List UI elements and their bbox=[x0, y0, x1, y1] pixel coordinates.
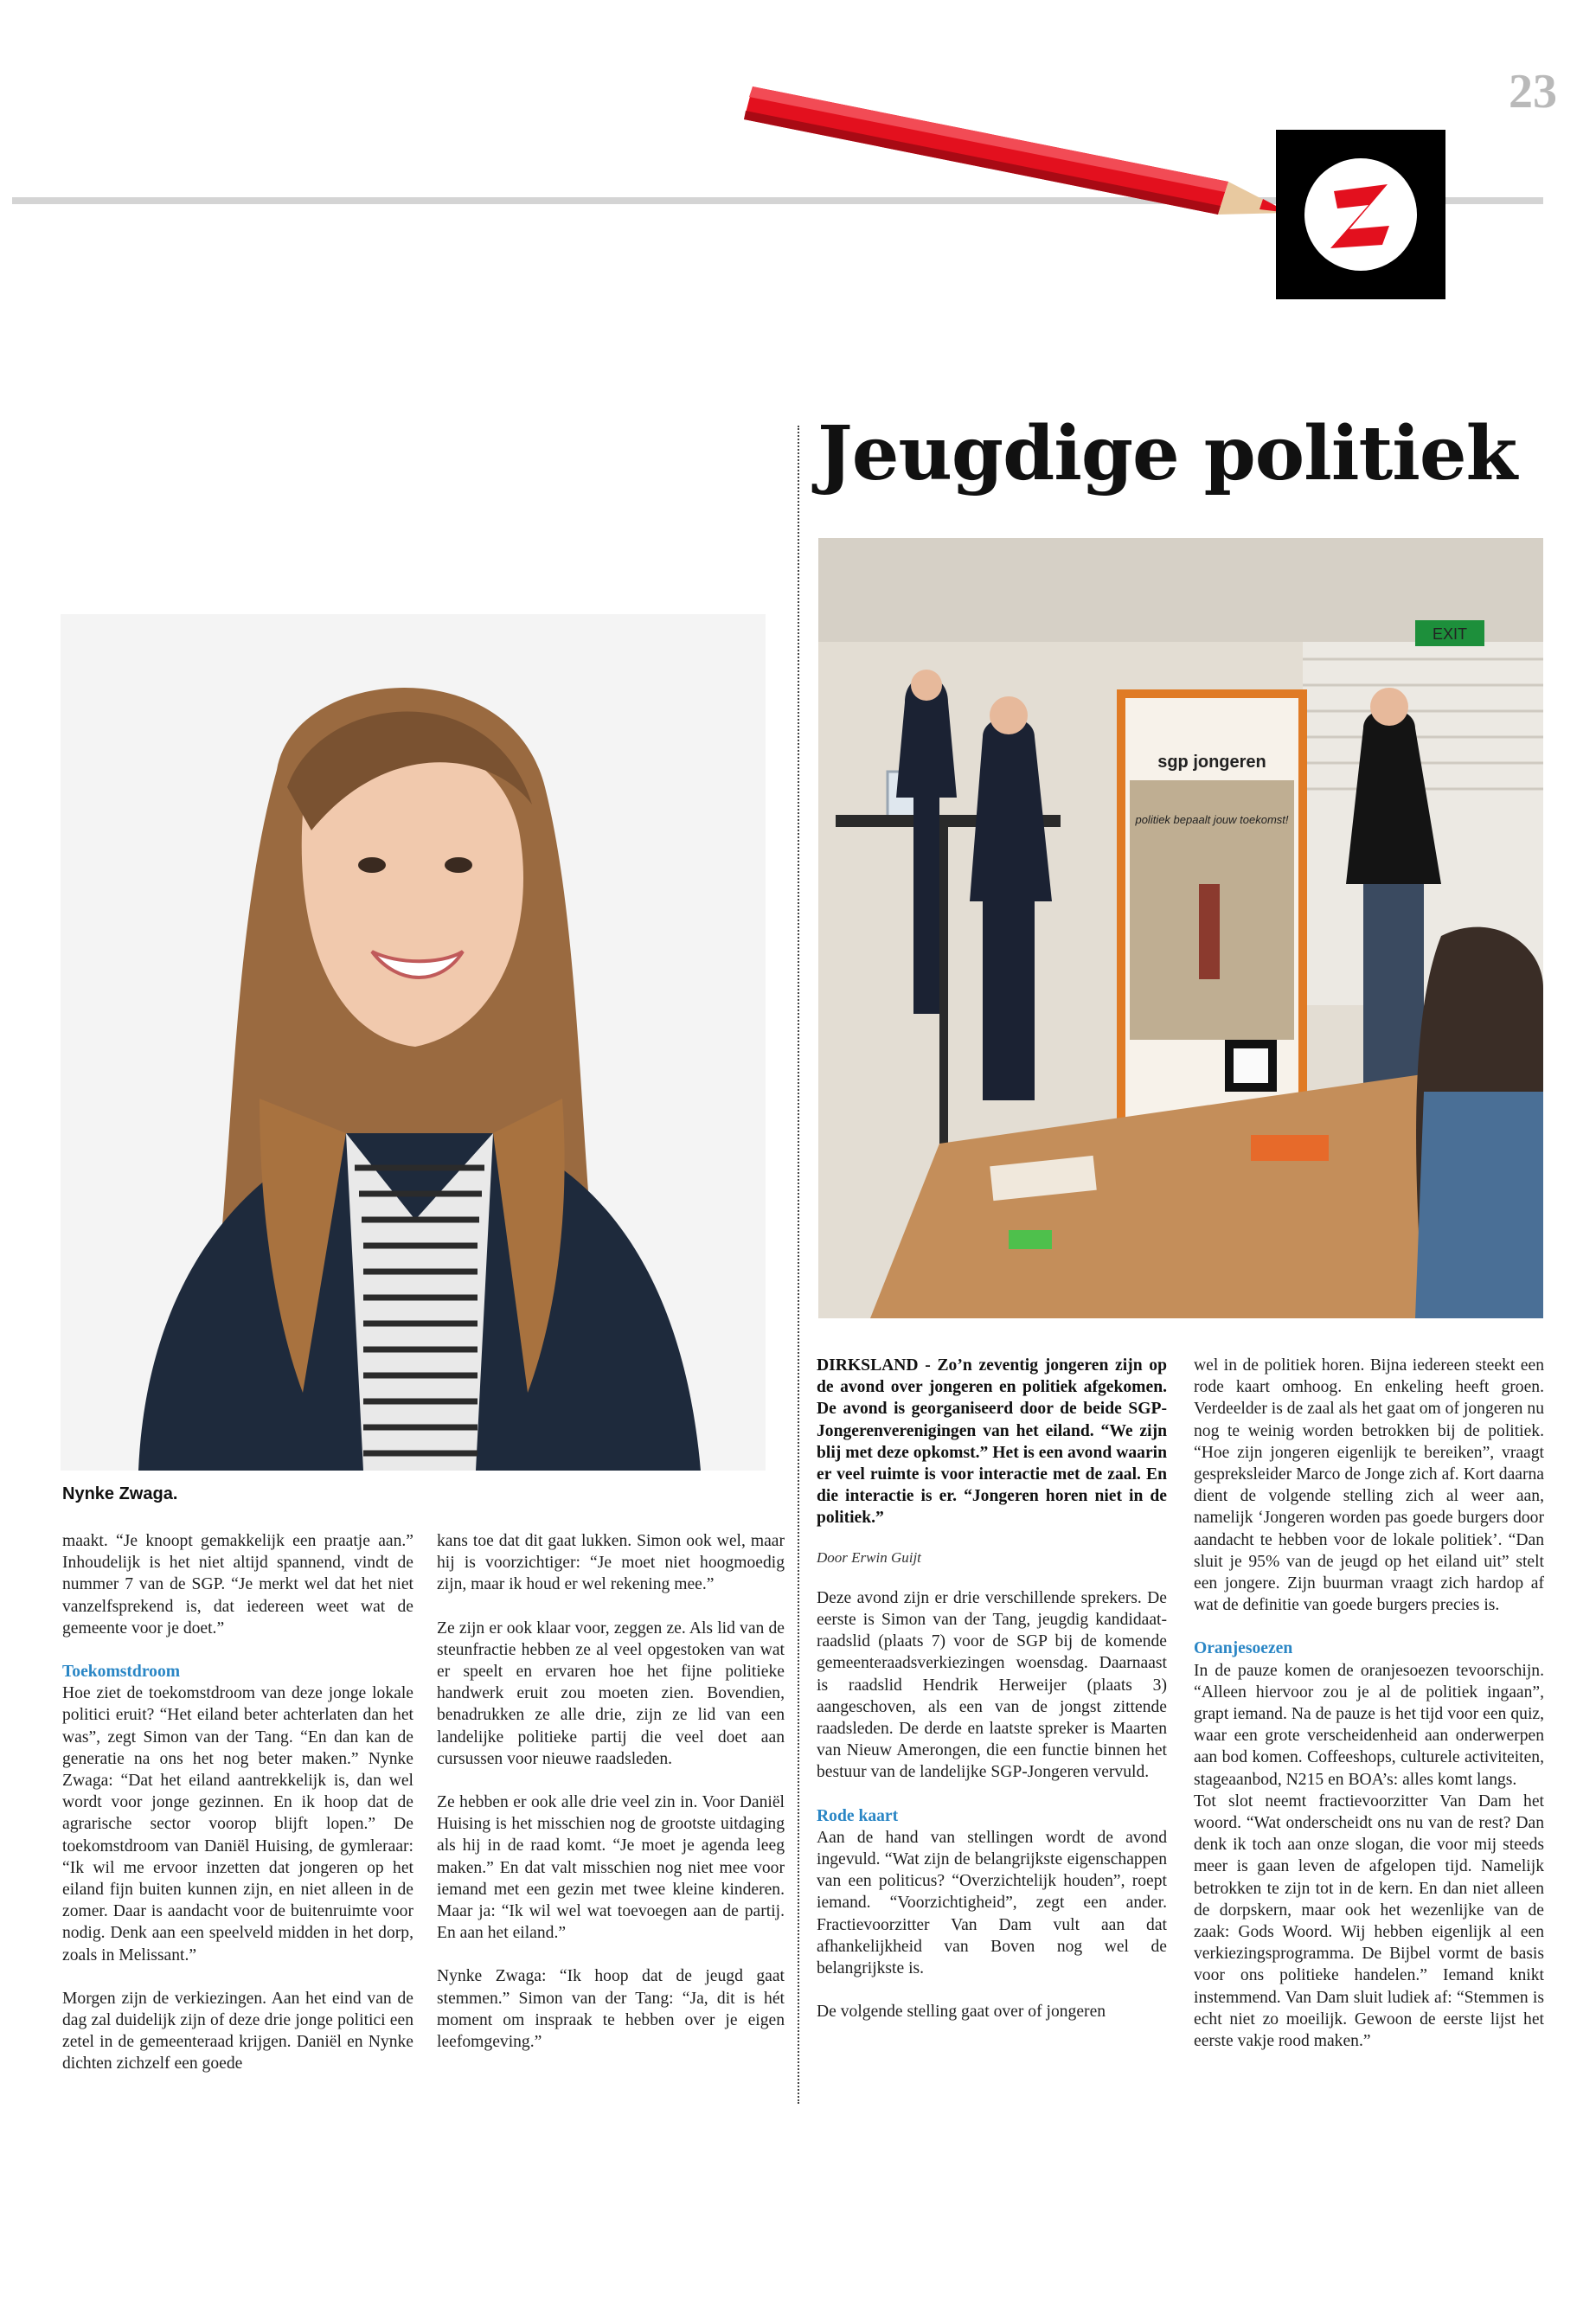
article-headline: Jeugdige politiek bbox=[817, 410, 1517, 497]
paragraph: Ze zijn er ook klaar voor, zeggen ze. Als lid van de steunfractie hebben ze al veel opgestoken van wat er speelt en ervaren hoe het fijne politieke handwerk eruit zou moeten zien. Bovendien, benadrukken ze alle drie, zijn ze lid van een landelijke politieke partij die veel doet aan cursussen voor nieuwe raadsleden. bbox=[437, 1618, 785, 1768]
paragraph: wel in de politiek horen. Bijna iedereen steekt een rode kaart omhoog. En enkeling heeft groen. Verdeelder is de zaal als het gaat om of jongeren nu nog te weinig worden betrokken bij de politiek. “Hoe zijn jongeren eigenlijk te bereiken”, vraagt gespreksleider Marco de Jonge zich af. Kort daarna dient de volgende stelling zich al weer aan, namelijk ‘Jongeren worden pas goede burgers door aandacht te hebben voor de lokale politiek’. “Dan sluit je 95% van de jeugd op het eiland uit” stelt een jongere. Zijn buurman vraagt zich hardop af wat de definitie van goede burgers precies is. bbox=[1194, 1356, 1544, 1615]
article-lead: DIRKSLAND - Zo’n zeventig jongeren zijn op de avond over jongeren en politiek afgekomen. De avond is georganiseerd door de beide SGP-Jongerenverenigingen van het eiland. “We zijn blij met deze opkomst.” Het is een avond waarin er veel ruimte is voor interactie met de zaal. En die interactie is er. “Jongeren horen niet in de politiek.” bbox=[817, 1356, 1167, 1528]
text-column-1 bbox=[62, 1530, 413, 2097]
subheading-rode-kaart: Rode kaart bbox=[817, 1806, 899, 1825]
paragraph: Ze hebben er ook alle drie veel zin in. Voor Daniël Huising is het misschien nog de grootste uitdaging als hij in de raad komt. “Je moet je agenda leeg maken.” En dat valt misschien nog niet mee voor iemand met een gezin met twee kleine kinderen. Maar ja: “Ik wil wel wat toevoegen aan de partij. En aan het eiland.” bbox=[437, 1793, 785, 1943]
paragraph: Tot slot neemt fractievoorzitter Van Dam het woord. “Wat onderscheidt ons nu van de rest? Dan denk ik toch aan onze slogan, die voor mij steeds meer is gaan leven de afgelopen tijd. Namelijk betrokken te zijn tot in de kern. En dan niet alleen de dorpskern, maar ook het wezenlijke van de zaak: Gods Woord. Wij hebben eigenlijk al een verkiezingsprogramma. De Bijbel vormt de basis voor ons politieke handelen.” Iemand knikt instemmend. Van Dam sluit ludiek af: “Stemmen is echt niet zo moeilijk. Gewoon de eerste lijst het eerste vakje rood maken.” bbox=[1194, 1791, 1544, 2051]
paragraph: maakt. “Je knoopt gemakkelijk een praatje aan.” Inhoudelijk is het niet altijd spannend, vindt de nummer 7 van de SGP. “Je merkt wel dat het niet vanzelfsprekend is, dat iedereen weet wat de gemeente voor je doet.” bbox=[62, 1532, 413, 1638]
exit-sign-text: EXIT bbox=[1432, 625, 1468, 643]
sign-slogan-text: politiek bepaalt jouw toekomst! bbox=[1135, 813, 1289, 826]
section-oranjesoezen bbox=[1194, 1638, 1544, 2052]
section-rode-kaart bbox=[817, 1805, 1167, 1980]
paragraph: Aan de hand van stellingen wordt de avond ingevuld. “Wat zijn de belangrijkste eigenschappen van een politicus? “Overzichtelijk houden”, roept iemand. “Voorzichtigheid”, zegt een ander. Fractievoorzitter Van Dam vult aan dat afhankelijkheid van Boven nog wel de belangrijkste is. bbox=[817, 1828, 1167, 1978]
paragraph: De volgende stelling gaat over of jongeren bbox=[817, 2003, 1106, 2022]
text-column-2 bbox=[437, 1530, 785, 2074]
text-column-3 bbox=[817, 1355, 1167, 2044]
paragraph: Nynke Zwaga: “Ik hoop dat de jeugd gaat stemmen.” Simon van der Tang: “Ja, dit is hét moment om inspraak te hebben over je eigen leefomgeving.” bbox=[437, 1967, 785, 2052]
article-byline: Door Erwin Guijt bbox=[817, 1548, 921, 1566]
event-photo bbox=[818, 538, 1543, 1318]
page-number: 23 bbox=[1509, 65, 1557, 119]
red-pencil-illustration bbox=[744, 61, 1315, 225]
sign-brand-text: sgp jongeren bbox=[1157, 753, 1266, 772]
paragraph: Morgen zijn de verkiezingen. Aan het eind van de dag zal duidelijk zijn of deze drie jonge politici een zetel in de gemeenteraad krijgen. Daniël en Nynke dichten zichzelf een goede bbox=[62, 1989, 413, 2073]
subheading-oranjesoezen: Oranjesoezen bbox=[1194, 1639, 1293, 1658]
paragraph: kans toe dat dit gaat lukken. Simon ook wel, maar hij is voorzichtiger: “Je moet niet hoogmoedig zijn, maar ik houd er wel rekening mee.” bbox=[437, 1532, 785, 1594]
subheading-toekomstdroom: Toekomstdroom bbox=[62, 1663, 181, 1682]
section-toekomstdroom bbox=[62, 1661, 413, 1966]
column-divider bbox=[798, 426, 799, 2104]
paragraph: Hoe ziet de toekomstdroom van deze jonge lokale politici eruit? “Het eiland beter achterlaten dan het was”, zegt Simon van der Tang. “En dan kan de generatie na ons het nog beter maken.” Nynke Zwaga: “Dat het eiland aantrekkelijk is, dan wel wordt voor jonge gezinnen. En ik hoop dat de agrarische sector voorop blijft lopen.” De toekomstdroom van Daniël Huising, de gymleraar: “Ik wil me ervoor inzetten dat jongeren op het eiland fijn buiten kunnen zijn, en niet alleen in de zomer. Daar is aandacht voor de buitenruimte voor nodig. Denk aan een speelveld midden in het dorp, zoals in Melissant.” bbox=[62, 1684, 413, 1965]
text-column-4 bbox=[1194, 1355, 1544, 2052]
paragraph: In de pauze komen de oranjesoezen tevoorschijn. “Alleen hiervoor zou je al de politiek ingaan”, grapt iemand. Na de pauze is het tijd voor een quiz, waar een grote verscheidenheid aan onderwerpen aan bod komen. Coffeeshops, culturele activiteiten, stageaanbod, N215 en BOA’s: alles komt langs. bbox=[1194, 1661, 1544, 1789]
paragraph: Deze avond zijn er drie verschillende sprekers. De eerste is Simon van der Tang, jeugdig kandidaat-raadslid (plaats 7) voor de SGP bij de komende gemeenteraadsverkiezingen woensdag. Daarnaast is raadslid Hendrik Herweijer (plaats 3) aangeschoven, als een van de jongst zittende raadsleden. De derde en laatste spreker is Maarten van Nieuw Amerongen, die een functie binnen het bestuur van de landelijke SGP-Jongeren vervuld. bbox=[817, 1588, 1167, 1782]
z-logo-icon bbox=[1304, 158, 1417, 271]
portrait-photo bbox=[61, 614, 766, 1471]
portrait-caption: Nynke Zwaga. bbox=[62, 1484, 178, 1503]
z-logo bbox=[1276, 130, 1445, 299]
